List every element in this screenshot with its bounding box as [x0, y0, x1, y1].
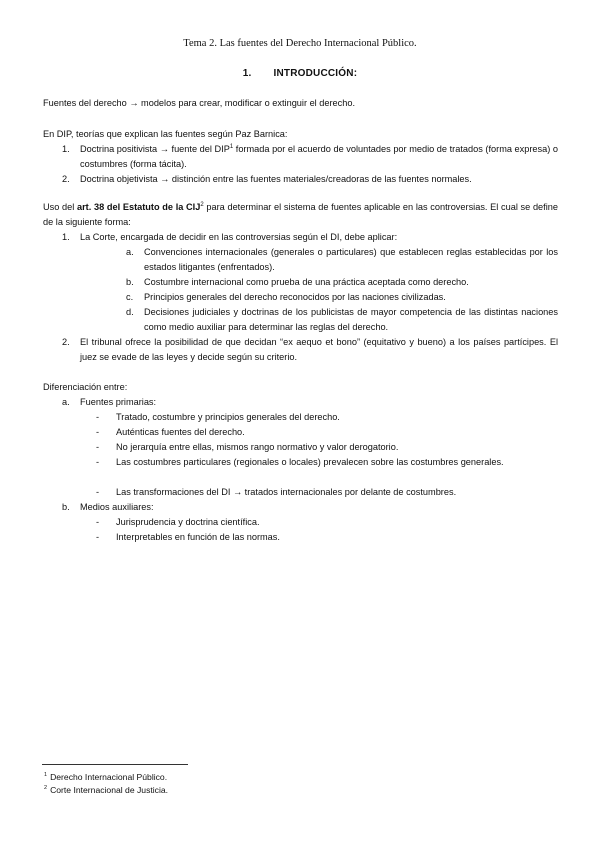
art38-subitem [126, 245, 558, 275]
footnote-text: Corte Internacional de Justicia. [50, 785, 169, 795]
art38-item [62, 230, 558, 245]
bullet-dash: - [96, 487, 100, 497]
diff-bullet-item [96, 440, 558, 455]
diff-group-title [62, 395, 558, 410]
footnote-ref: 2 [200, 201, 204, 208]
footnote-number: 1 [44, 772, 48, 779]
art38-post: para determinar el sistema de fuentes aplicable en las controversias. El cual se define de la siguiente forma: [43, 202, 558, 227]
diff-bullet-item [96, 410, 558, 425]
diff-bullet-item [96, 425, 558, 440]
bullet-dash: - [96, 457, 100, 467]
theory-text: Doctrina objetivista → distinción entre las fuentes materiales/creadoras de las fuentes normales. [80, 174, 472, 184]
diff-group-title [62, 500, 558, 515]
theory-text [80, 142, 558, 172]
art38-item-marker: 2. [62, 337, 70, 347]
footnote-ref: 1 [229, 143, 234, 150]
diff-group-marker: a. [62, 397, 70, 407]
art38-subitem [126, 290, 558, 305]
bullet-dash: - [96, 442, 100, 452]
bullet-dash: - [96, 517, 100, 527]
subitem-text: Convenciones internacionales (generales o particulares) que establecen reglas establecidas por los estados litigantes (enfrentados). [144, 247, 558, 272]
bullet-text: Las transformaciones del DI → tratados internacionales por delante de costumbres. [116, 487, 457, 497]
diff-group-label: Medios auxiliares: [80, 502, 154, 512]
art38-pre: Uso del [43, 202, 77, 212]
theory-text-b: formada por el acuerdo de voluntades por medio de tratados (forma expresa) o costumbres (forma tácita). [80, 144, 558, 169]
dip-intro: En DIP, teorías que explican las fuentes según Paz Barnica: [43, 129, 288, 139]
subitem-marker: c. [126, 292, 134, 302]
diff-group-marker: b. [62, 502, 70, 512]
subitem-text: Principios generales del derecho reconocidos por las naciones civilizadas. [144, 292, 446, 302]
footnote-text: Derecho Internacional Público. [50, 772, 168, 782]
subitem-marker: a. [126, 247, 134, 257]
art38-subitem [126, 305, 558, 335]
footnote-number: 2 [44, 785, 48, 792]
theory-item [62, 172, 558, 187]
bullet-text: Auténticas fuentes del derecho. [116, 427, 245, 437]
bullet-dash: - [96, 427, 100, 437]
diff-group-label: Fuentes primarias: [80, 397, 157, 407]
section-title: INTRODUCCIÓN: [273, 68, 358, 79]
art38-bold: art. 38 del Estatuto de la CIJ [76, 202, 201, 212]
art38-item-text: El tribunal ofrece la posibilidad de que decidan “ex aequo et bono” (equitativo y bueno) a los países partícipes. El juez se evade de las leyes y decide según su criterio. [80, 337, 558, 362]
section-heading [0, 66, 600, 81]
art38-item [62, 335, 558, 365]
diff-bullet-item [96, 530, 558, 545]
diff-title: Diferenciación entre: [43, 382, 128, 392]
art38-item-marker: 1. [62, 232, 70, 242]
subitem-text: Costumbre internacional como prueba de una práctica aceptada como derecho. [144, 277, 469, 287]
bullet-text: No jerarquía entre ellas, mismos rango normativo y valor derogatorio. [116, 442, 399, 452]
art38-item-text: La Corte, encargada de decidir en las controversias según el DI, debe aplicar: [80, 232, 398, 242]
theory-marker: 2. [62, 174, 70, 184]
bullet-text: Las costumbres particulares (regionales o locales) prevalecen sobre las costumbres generales. [116, 457, 504, 467]
diff-bullet-item [96, 515, 558, 530]
art38-subitem [126, 275, 558, 290]
diff-bullet-item [96, 485, 558, 500]
footnote-separator [42, 764, 188, 765]
intro-line: Fuentes del derecho → modelos para crear, modificar o extinguir el derecho. [43, 98, 356, 108]
theory-item [62, 142, 558, 172]
bullet-text: Jurisprudencia y doctrina científica. [116, 517, 260, 527]
footnote [44, 783, 168, 798]
bullet-text: Tratado, costumbre y principios generales del derecho. [116, 412, 340, 422]
subitem-marker: d. [126, 307, 134, 317]
subitem-marker: b. [126, 277, 134, 287]
subitem-text: Decisiones judiciales y doctrinas de los publicistas de mayor competencia de las distintas naciones como medio auxiliar para determinar las reglas del derecho. [144, 307, 558, 332]
bullet-dash: - [96, 532, 100, 542]
section-number: 1. [242, 68, 252, 79]
document-title: Tema 2. Las fuentes del Derecho Internacional Público. [183, 38, 417, 49]
theory-marker: 1. [62, 144, 70, 154]
bullet-dash: - [96, 412, 100, 422]
art38-paragraph [43, 200, 558, 230]
diff-bullet-item [96, 455, 558, 470]
bullet-text: Interpretables en función de las normas. [116, 532, 280, 542]
theory-text-a: Doctrina positivista → fuente del DIP [80, 144, 230, 154]
